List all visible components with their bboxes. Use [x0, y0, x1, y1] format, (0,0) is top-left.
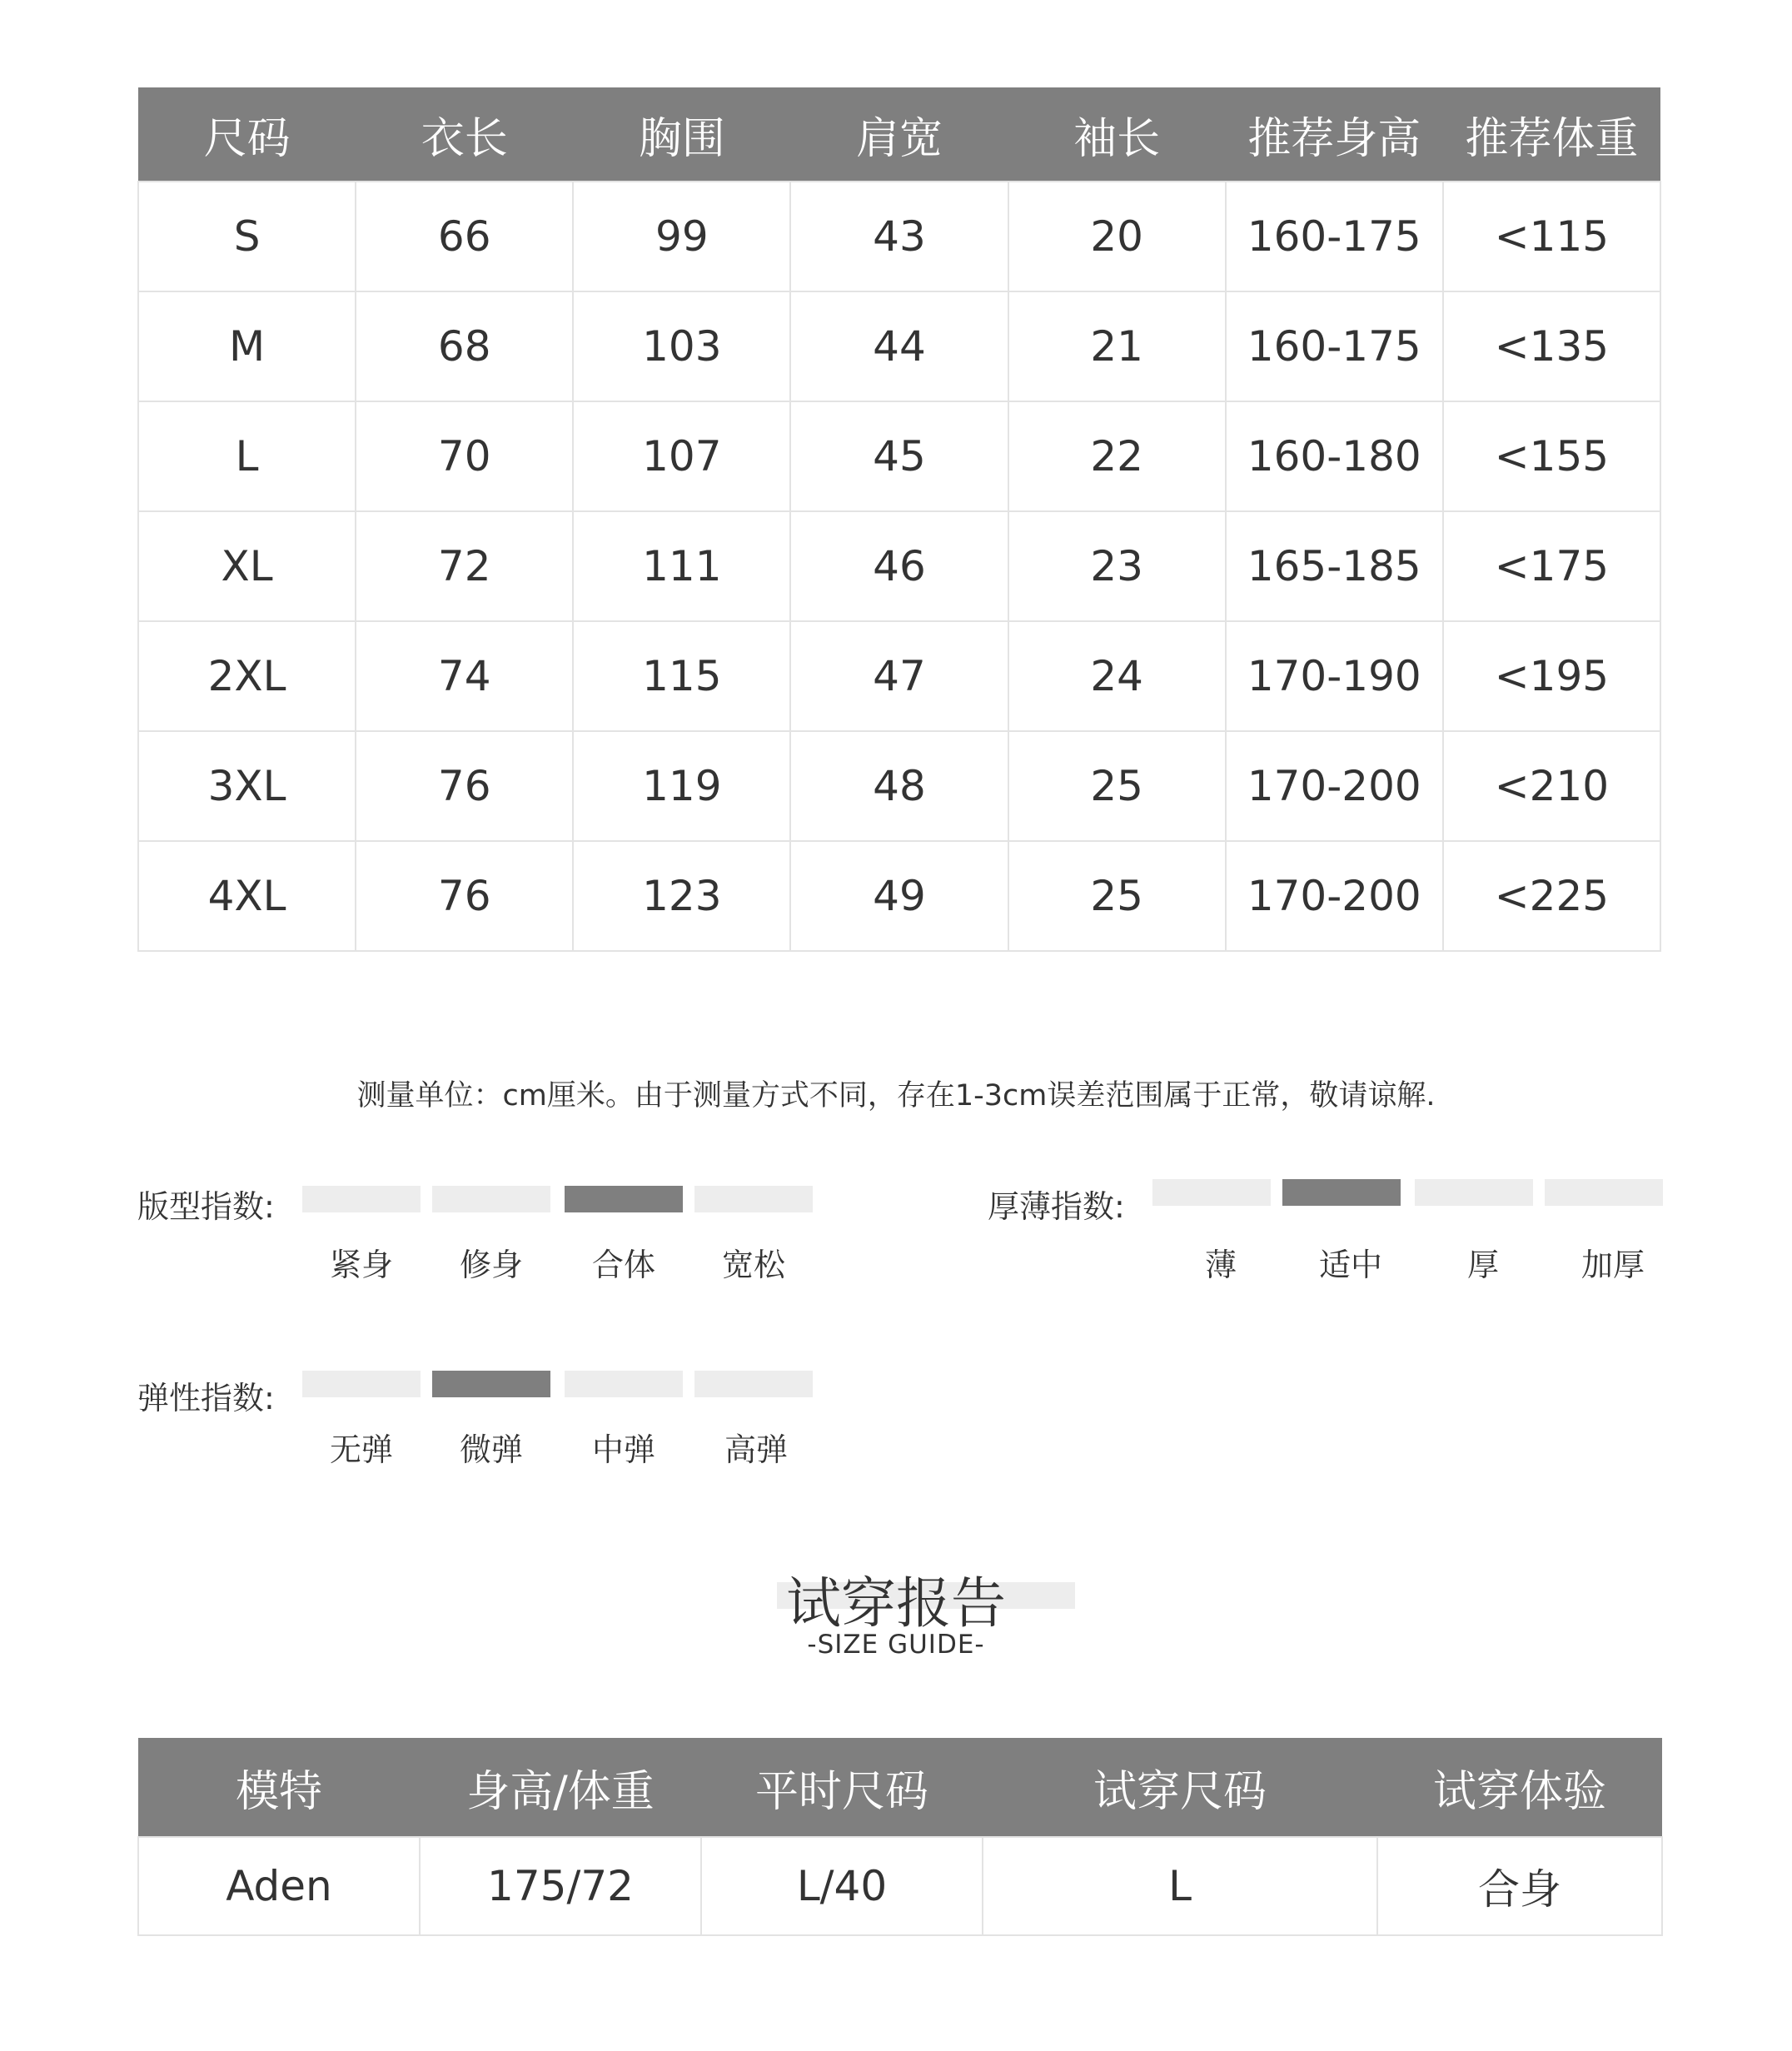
- size-chart-table: [137, 87, 1661, 952]
- table-cell: 2XL: [138, 621, 356, 731]
- tryon-body: [138, 1837, 1662, 1935]
- table-cell: 46: [790, 511, 1008, 621]
- table-cell: 49: [790, 841, 1008, 951]
- table-cell: 160-175: [1226, 291, 1443, 401]
- table-cell: 48: [790, 731, 1008, 841]
- table-cell: 99: [573, 182, 790, 291]
- thickness-option-thick: 厚: [1466, 1247, 1499, 1283]
- table-cell: 103: [573, 291, 790, 401]
- table-row: [138, 182, 1660, 291]
- table-cell: 合身: [1377, 1837, 1662, 1935]
- fit-option-tight: 紧身: [329, 1247, 393, 1283]
- tryon-title: 试穿报告: [786, 1571, 1006, 1635]
- table-cell: <155: [1443, 401, 1660, 511]
- elasticity-bar-1: [302, 1371, 421, 1397]
- table-cell: 170-200: [1226, 731, 1443, 841]
- table-row: [138, 731, 1660, 841]
- header-rec-weight: 推荐体重: [1443, 87, 1660, 182]
- table-cell: L: [983, 1837, 1377, 1935]
- table-cell: 4XL: [138, 841, 356, 951]
- table-cell: 165-185: [1226, 511, 1443, 621]
- elasticity-option-high: 高弹: [724, 1431, 788, 1468]
- header-tryon-size: 试穿尺码: [983, 1738, 1377, 1837]
- thickness-bar-3: [1415, 1179, 1533, 1206]
- header-size: 尺码: [138, 87, 356, 182]
- table-cell: 111: [573, 511, 790, 621]
- measurement-note: 测量单位：cm厘米。由于测量方式不同，存在1-3cm误差范围属于正常，敬请谅解.: [356, 1079, 1436, 1113]
- table-cell: 24: [1008, 621, 1226, 731]
- table-cell: 21: [1008, 291, 1226, 401]
- fit-bar-3: [565, 1186, 683, 1212]
- table-cell: 68: [356, 291, 573, 401]
- tryon-subtitle: -SIZE GUIDE-: [807, 1630, 985, 1660]
- header-sleeve: 袖长: [1008, 87, 1226, 182]
- header-length: 衣长: [356, 87, 573, 182]
- table-row: [138, 621, 1660, 731]
- elasticity-index-label: 弹性指数:: [137, 1380, 275, 1416]
- header-model: 模特: [138, 1738, 420, 1837]
- table-cell: 74: [356, 621, 573, 731]
- tryon-table: [137, 1738, 1663, 1936]
- table-cell: 107: [573, 401, 790, 511]
- table-cell: <115: [1443, 182, 1660, 291]
- fit-option-regular: 合体: [591, 1247, 655, 1283]
- table-cell: M: [138, 291, 356, 401]
- elasticity-option-none: 无弹: [329, 1431, 393, 1468]
- table-cell: 45: [790, 401, 1008, 511]
- size-chart-header-row: [138, 87, 1660, 182]
- thickness-bar-1: [1152, 1179, 1271, 1206]
- table-cell: 25: [1008, 841, 1226, 951]
- fit-bar-2: [432, 1186, 550, 1212]
- table-cell: 20: [1008, 182, 1226, 291]
- header-height-weight: 身高/体重: [420, 1738, 701, 1837]
- table-cell: 25: [1008, 731, 1226, 841]
- elasticity-option-slight: 微弹: [459, 1431, 523, 1468]
- table-cell: 23: [1008, 511, 1226, 621]
- table-cell: 70: [356, 401, 573, 511]
- table-cell: 123: [573, 841, 790, 951]
- table-cell: L: [138, 401, 356, 511]
- table-cell: <210: [1443, 731, 1660, 841]
- table-cell: Aden: [138, 1837, 420, 1935]
- thickness-bar-4: [1545, 1179, 1663, 1206]
- table-cell: 22: [1008, 401, 1226, 511]
- table-cell: <195: [1443, 621, 1660, 731]
- table-row: [138, 1837, 1662, 1935]
- header-tryon-experience: 试穿体验: [1377, 1738, 1662, 1837]
- table-cell: 44: [790, 291, 1008, 401]
- table-row: [138, 511, 1660, 621]
- table-cell: 160-180: [1226, 401, 1443, 511]
- header-usual-size: 平时尺码: [701, 1738, 983, 1837]
- table-cell: 76: [356, 841, 573, 951]
- header-shoulder: 肩宽: [790, 87, 1008, 182]
- table-cell: 3XL: [138, 731, 356, 841]
- table-cell: <135: [1443, 291, 1660, 401]
- table-cell: L/40: [701, 1837, 983, 1935]
- fit-option-slim: 修身: [459, 1247, 523, 1283]
- elasticity-option-medium: 中弹: [591, 1431, 655, 1468]
- table-cell: 175/72: [420, 1837, 701, 1935]
- table-cell: 170-200: [1226, 841, 1443, 951]
- table-cell: 115: [573, 621, 790, 731]
- table-cell: 119: [573, 731, 790, 841]
- elasticity-bar-3: [565, 1371, 683, 1397]
- fit-index-label: 版型指数:: [137, 1188, 275, 1225]
- table-cell: 76: [356, 731, 573, 841]
- table-cell: 170-190: [1226, 621, 1443, 731]
- table-cell: S: [138, 182, 356, 291]
- size-chart-body: [138, 182, 1660, 951]
- table-cell: XL: [138, 511, 356, 621]
- elasticity-bar-2: [432, 1371, 550, 1397]
- header-chest: 胸围: [573, 87, 790, 182]
- table-cell: 72: [356, 511, 573, 621]
- thickness-option-medium: 适中: [1318, 1247, 1382, 1283]
- table-cell: <225: [1443, 841, 1660, 951]
- thickness-index-label: 厚薄指数:: [988, 1188, 1125, 1225]
- table-row: [138, 291, 1660, 401]
- tryon-header-row: [138, 1738, 1662, 1837]
- thickness-bar-2: [1282, 1179, 1401, 1206]
- fit-bar-1: [302, 1186, 421, 1212]
- table-cell: 43: [790, 182, 1008, 291]
- table-cell: 47: [790, 621, 1008, 731]
- fit-bar-4: [694, 1186, 813, 1212]
- thickness-option-extra-thick: 加厚: [1580, 1247, 1645, 1283]
- table-cell: <175: [1443, 511, 1660, 621]
- header-rec-height: 推荐身高: [1226, 87, 1443, 182]
- table-row: [138, 841, 1660, 951]
- table-cell: 66: [356, 182, 573, 291]
- thickness-option-thin: 薄: [1204, 1247, 1237, 1283]
- table-cell: 160-175: [1226, 182, 1443, 291]
- fit-option-loose: 宽松: [721, 1247, 785, 1283]
- table-row: [138, 401, 1660, 511]
- elasticity-bar-4: [694, 1371, 813, 1397]
